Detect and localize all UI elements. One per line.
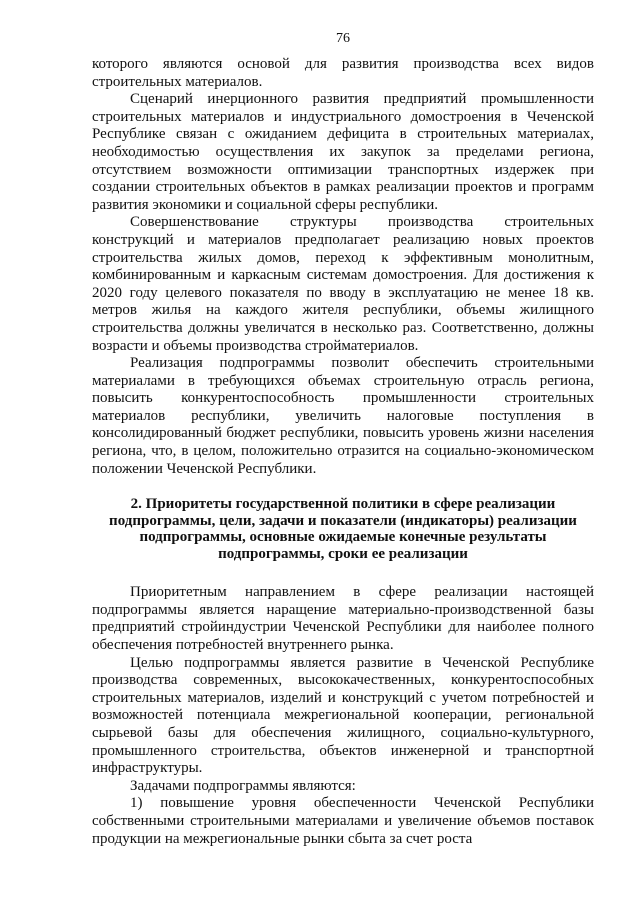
- paragraph: Целью подпрограммы является развитие в Чеченской Республике производства современных, высококачественных, конкурентоспособных строительных материалов, изделий и конструкций с учетом потребностей и возможностей потенциала межрегиональной кооперации, региональной сырьевой базы для обеспечения жилищного, социально-культурного, промышленного строительства, объектов инженерной и транспортной инфраструктуры.: [92, 654, 594, 777]
- paragraph: Приоритетным направлением в сфере реализации настоящей подпрограммы является наращение материально-производственной базы предприятий стройиндустрии Чеченской Республики для наиболее полного обеспечения потребностей внутреннего рынка.: [92, 584, 594, 654]
- paragraph: Реализация подпрограммы позволит обеспечить строительными материалами в требующихся объемах строительную отрасль региона, повысить конкурентоспособность промышленности строительных материалов республики, увеличить налоговые поступления в консолидированный бюджет республики, повысить уровень жизни населения региона, что, в целом, положительно отразится на социально-экономическом положении Чеченской Республики.: [92, 355, 594, 477]
- text-block-after: [92, 584, 594, 848]
- paragraph: которого являются основой для развития производства всех видов строительных материалов.: [92, 56, 594, 90]
- text-block-before: [92, 56, 594, 478]
- section-heading: 2. Приоритеты государственной политики в сфере реализации подпрограммы, цели, задачи и показатели (индикаторы) реализации подпрограммы, основные ожидаемые конечные результаты подпрограммы, сроки ее реализации: [109, 496, 577, 562]
- document-page: [92, 30, 594, 848]
- paragraph: 1) повышение уровня обеспеченности Чеченской Республики собственными строительными материалами и увеличение объемов поставок продукции на межрегиональные рынки сбыта за счет роста: [92, 795, 594, 847]
- paragraph: Совершенствование структуры производства строительных конструкций и материалов предполагает реализацию новых проектов строительства жилых домов, переход к эффективным монолитным, комбинированным и каркасным системам домостроения. Для достижения к 2020 году целевого показателя по вводу в эксплуатацию не менее 18 кв. метров жилья на каждого жителя республики, объемы жилищного строительства должны увеличатся в несколько раз. Соответственно, должны возрасти и объемы производства стройматериалов.: [92, 214, 594, 354]
- paragraph: Задачами подпрограммы являются:: [130, 777, 356, 794]
- page-number: 76: [336, 31, 350, 46]
- paragraph: Сценарий инерционного развития предприятий промышленности строительных материалов и индустриального домостроения в Чеченской Республике связан с ожиданием дефицита в строительных материалах, необходимостью осуществления их закупок за пределами региона, отсутствием возможности оптимизации транспортных издержек при создании строительных объектов в рамках реализации проектов и программ развития экономики и социальной сферы республики.: [92, 91, 594, 213]
